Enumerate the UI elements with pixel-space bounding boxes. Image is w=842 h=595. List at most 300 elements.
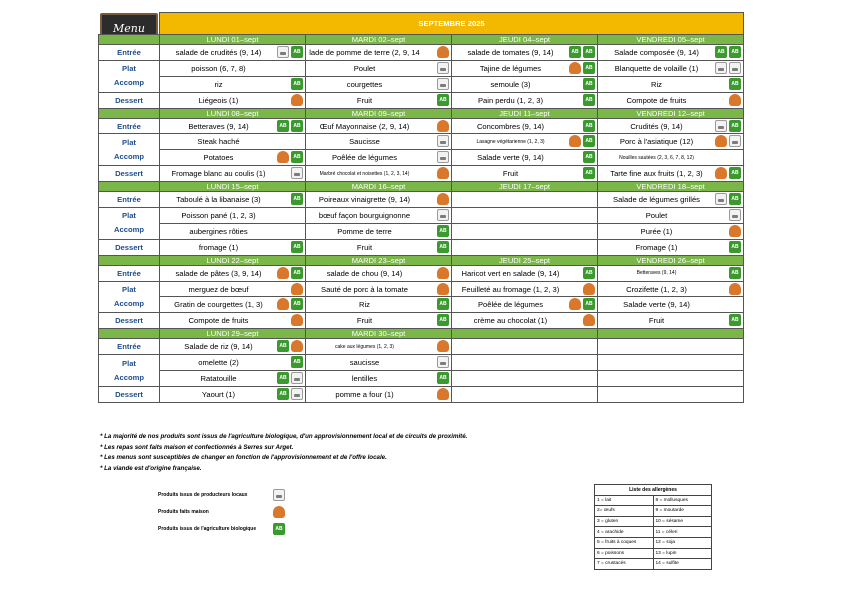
menu-cell (452, 265, 598, 281)
dish-name: Porc à l'asiatique (12) (619, 137, 694, 147)
dish-name: Fruit (502, 169, 519, 179)
row-label-entree: Entrée (99, 265, 160, 281)
menu-cell (452, 92, 598, 108)
dish-icons (437, 241, 449, 253)
dish-name: Fruit (356, 242, 373, 252)
dish-name: Salade verte (9, 14) (623, 300, 690, 310)
organic-label-icon: AB (729, 267, 741, 279)
menu-cell (598, 371, 744, 387)
allergen-entry: 2= œufs (595, 506, 654, 517)
menu-cell (598, 297, 744, 313)
organic-label-icon: AB (437, 241, 449, 253)
dish-icons (729, 314, 741, 326)
menu-row (99, 76, 744, 92)
dish-name: Feuilleté au fromage (1, 2, 3) (461, 284, 560, 294)
menu-cell (306, 60, 452, 76)
row-label-dessert: Dessert (99, 239, 160, 255)
dish-name: Riz (359, 300, 370, 310)
allergen-entry: 10 = sésame (653, 516, 712, 527)
menu-cell (452, 60, 598, 76)
organic-label-icon: AB (437, 298, 449, 310)
organic-label-icon: AB (583, 151, 595, 163)
allergen-entry: 14 = sulfite (653, 559, 712, 570)
dish-icons (437, 151, 449, 163)
menu-cell (160, 339, 306, 355)
note-line: * La viande est d'origine française. (100, 464, 202, 472)
dish-name: Tajine de légumes (479, 63, 542, 73)
row-label-entree: Entrée (99, 118, 160, 134)
dish-icons (583, 267, 595, 279)
day-header-corner (99, 35, 160, 45)
note-line: * Les repas sont faits maison et confectionnés à Serres sur Arget. (100, 443, 294, 451)
dish-icons (715, 193, 741, 205)
dish-name: crème au chocolat (1) (473, 316, 548, 326)
menu-cell (598, 134, 744, 150)
allergen-row (595, 537, 712, 548)
dish-icons (277, 46, 303, 58)
homemade-icon (277, 151, 289, 163)
menu-cell (160, 208, 306, 224)
dish-icons (583, 314, 595, 326)
dish-name: Fromage (1) (635, 242, 678, 252)
menu-cell (452, 313, 598, 329)
day-header (598, 329, 744, 339)
day-header: JEUDI 04–sept (452, 35, 598, 45)
dish-icons (437, 94, 449, 106)
menu-row (99, 223, 744, 239)
row-label-plat: Plat (122, 64, 136, 74)
dish-icons (729, 94, 741, 106)
dish-name: lentilles (351, 373, 378, 383)
menu-cell (452, 118, 598, 134)
organic-label-icon: AB (583, 298, 595, 310)
menu-row (99, 313, 744, 329)
menu-cell (160, 371, 306, 387)
dish-name: Concombres (9, 14) (476, 121, 545, 131)
dish-icons (729, 225, 741, 237)
dish-icons (729, 241, 741, 253)
organic-label-icon: AB (273, 523, 285, 535)
dish-icons (437, 78, 449, 90)
allergen-entry: 8 = mollusques (653, 495, 712, 506)
organic-label-icon: AB (291, 193, 303, 205)
dish-name: salade de tomates (9, 14) (467, 47, 554, 57)
menu-cell (160, 134, 306, 150)
menu-cell (306, 92, 452, 108)
menu-cell (452, 223, 598, 239)
row-label-plat-accomp (99, 134, 160, 166)
day-header: MARDI 30–sept (306, 329, 452, 339)
dish-name: Potatoes (203, 153, 234, 163)
organic-label-icon: AB (291, 78, 303, 90)
dish-name: Lasagne végétarienne (1, 2, 3) (476, 138, 545, 145)
dish-icons (437, 120, 449, 132)
menu-cell (160, 45, 306, 61)
dish-name: Poêlée de légumes (331, 153, 397, 163)
menu-cell (598, 150, 744, 166)
allergen-row (595, 506, 712, 517)
day-header: MARDI 09–sept (306, 108, 452, 118)
menu-row (99, 355, 744, 371)
legend-label: Produits issus de l'agriculture biologique (158, 525, 257, 532)
dish-name: salade de crudités (9, 14) (175, 47, 262, 57)
local-producer-icon (437, 78, 449, 90)
menu-cell (598, 208, 744, 224)
dish-icons (569, 298, 595, 310)
dish-icons (583, 151, 595, 163)
menu-cell (160, 118, 306, 134)
menu-cell (160, 355, 306, 371)
dish-name: Haricot vert en salade (9, 14) (461, 268, 560, 278)
local-producer-icon (273, 489, 285, 501)
dish-name: Fromage blanc au coulis (1) (171, 169, 266, 179)
dish-name: Salade de légumes grillés (613, 195, 700, 205)
allergen-entry: 6 = poissons (595, 548, 654, 559)
month-title: SEPTEMBRE 2025 (160, 13, 744, 35)
dish-name: Fruit (648, 316, 665, 326)
dish-name: courgettes (346, 79, 383, 89)
dish-name: Crudités (9, 14) (630, 121, 683, 131)
menu-cell (306, 134, 452, 150)
icon-legend (158, 486, 285, 537)
local-producer-icon (437, 356, 449, 368)
allergen-entry: 5 = fruits à coques (595, 537, 654, 548)
organic-label-icon: AB (583, 267, 595, 279)
menu-row (99, 297, 744, 313)
dish-name: Crozifette (1, 2, 3) (626, 284, 687, 294)
day-header: VENDREDI 05–sept (598, 35, 744, 45)
organic-label-icon: AB (277, 372, 289, 384)
homemade-icon (569, 298, 581, 310)
day-header: VENDREDI 12–sept (598, 108, 744, 118)
dish-icons (277, 388, 303, 400)
menu-cell (160, 192, 306, 208)
menu-cell (306, 355, 452, 371)
day-header: VENDREDI 26–sept (598, 255, 744, 265)
organic-label-icon: AB (729, 78, 741, 90)
menu-row (99, 166, 744, 182)
day-header-corner (99, 255, 160, 265)
menu-cell (306, 339, 452, 355)
dish-name: Pomme de terre (337, 226, 392, 236)
menu-cell (306, 223, 452, 239)
menu-row (99, 45, 744, 61)
dish-icons (729, 283, 741, 295)
menu-row (99, 208, 744, 224)
dish-icons (437, 388, 449, 400)
menu-cell (306, 239, 452, 255)
dish-name: Œuf Mayonnaise (2, 9, 14) (319, 121, 410, 131)
menu-notes (100, 432, 620, 474)
menu-cell (452, 355, 598, 371)
homemade-icon (715, 135, 727, 147)
allergen-entry: 4 = arachide (595, 527, 654, 538)
dish-name: Taboulé à la libanaise (3) (176, 195, 261, 205)
allergen-entry: 12 = soja (653, 537, 712, 548)
homemade-icon (277, 298, 289, 310)
menu-cell (598, 265, 744, 281)
row-label-accomp: Accomp (114, 78, 144, 88)
menu-cell (598, 339, 744, 355)
row-label-plat: Plat (122, 211, 136, 221)
menu-cell (598, 92, 744, 108)
menu-cell (306, 45, 452, 61)
row-label-dessert: Dessert (99, 166, 160, 182)
homemade-icon (291, 314, 303, 326)
homemade-icon (569, 135, 581, 147)
menu-cell (452, 134, 598, 150)
dish-name: Betteraves (9, 14) (636, 270, 677, 277)
row-label-entree: Entrée (99, 339, 160, 355)
row-label-dessert: Dessert (99, 313, 160, 329)
day-header-row (99, 255, 744, 265)
menu-cell (452, 281, 598, 297)
dish-icons (277, 120, 303, 132)
dish-icons (437, 135, 449, 147)
menu-cell (452, 371, 598, 387)
organic-label-icon: AB (715, 46, 727, 58)
homemade-icon (729, 283, 741, 295)
row-label-accomp: Accomp (114, 225, 144, 235)
homemade-icon (437, 46, 449, 58)
dish-name: Poisson pané (1, 2, 3) (181, 210, 256, 220)
logo-cell (99, 13, 160, 35)
menu-cell (452, 45, 598, 61)
menu-cell (306, 297, 452, 313)
dish-icons (569, 46, 595, 58)
dish-name: Yaourt (1) (201, 389, 236, 399)
menu-cell (160, 166, 306, 182)
dish-name: aubergines rôties (189, 226, 248, 236)
organic-label-icon: AB (729, 167, 741, 179)
organic-label-icon: AB (437, 94, 449, 106)
row-label-accomp: Accomp (114, 372, 144, 382)
dish-icons (291, 314, 303, 326)
dish-icons (291, 283, 303, 295)
homemade-icon (291, 283, 303, 295)
dish-icons (729, 267, 741, 279)
local-producer-icon (729, 209, 741, 221)
dish-icons (437, 372, 449, 384)
dish-icons (437, 46, 449, 58)
organic-label-icon: AB (277, 120, 289, 132)
organic-label-icon: AB (437, 372, 449, 384)
organic-label-icon: AB (291, 241, 303, 253)
day-header: JEUDI 25–sept (452, 255, 598, 265)
homemade-icon (437, 167, 449, 179)
menu-cell (160, 265, 306, 281)
menu-row (99, 134, 744, 150)
dish-name: Fruit (356, 95, 373, 105)
dish-icons (291, 167, 303, 179)
menu-cell (306, 118, 452, 134)
dish-icons (277, 372, 303, 384)
menu-row (99, 60, 744, 76)
row-label-plat-accomp (99, 208, 160, 240)
menu-cell (306, 76, 452, 92)
allergen-row (595, 527, 712, 538)
menu-cell (452, 386, 598, 402)
organic-label-icon: AB (729, 46, 741, 58)
organic-label-icon: AB (277, 388, 289, 400)
dish-name: semoule (3) (490, 79, 531, 89)
menu-cell (452, 150, 598, 166)
local-producer-icon (437, 62, 449, 74)
dish-icons (291, 356, 303, 368)
menu-cell (160, 150, 306, 166)
dish-name: merguez de bœuf (188, 284, 249, 294)
row-label-plat: Plat (122, 284, 136, 294)
menu-cell (306, 192, 452, 208)
dish-icons (569, 62, 595, 74)
row-label-dessert: Dessert (99, 386, 160, 402)
menu-cell (306, 371, 452, 387)
organic-label-icon: AB (291, 120, 303, 132)
note-line: * La majorité de nos produits sont issus de l'agriculture biologique, d'un approvisionnement local et de circuits de proximité. (100, 433, 468, 440)
day-header: MARDI 16–sept (306, 182, 452, 192)
allergen-entry: 11 = céleri (653, 527, 712, 538)
dish-name: bœuf façon bourguignonne (318, 210, 411, 220)
menu-row (99, 239, 744, 255)
row-label-entree: Entrée (99, 192, 160, 208)
homemade-icon (715, 167, 727, 179)
local-producer-icon (437, 209, 449, 221)
dish-icons (583, 78, 595, 90)
allergen-entry: 3 = gluten (595, 516, 654, 527)
dish-icons (437, 62, 449, 74)
menu-cell (598, 386, 744, 402)
dish-name: Marbré chocolat et noisettes (1, 2, 3, 14) (319, 170, 410, 177)
menu-cell (306, 166, 452, 182)
dish-icons (437, 209, 449, 221)
row-label-accomp: Accomp (114, 151, 144, 161)
dish-name: cake aux légumes (1, 2, 3) (335, 343, 394, 350)
organic-label-icon: AB (437, 225, 449, 237)
dish-icons (729, 78, 741, 90)
dish-name: Pain perdu (1, 2, 3) (477, 95, 543, 105)
dish-name: lade de pomme de terre (2, 9, 14 (309, 47, 420, 57)
dish-name: riz (214, 79, 223, 89)
dish-name: Poulet (353, 63, 376, 73)
organic-label-icon: AB (729, 120, 741, 132)
dish-icons (583, 283, 595, 295)
homemade-icon (437, 340, 449, 352)
dish-icons (437, 167, 449, 179)
dish-icons (715, 62, 741, 74)
row-label-accomp: Accomp (114, 298, 144, 308)
dish-icons (437, 225, 449, 237)
homemade-icon (273, 506, 285, 518)
day-header-row (99, 35, 744, 45)
local-producer-icon (729, 62, 741, 74)
menu-row (99, 386, 744, 402)
row-label-plat: Plat (122, 137, 136, 147)
organic-label-icon: AB (729, 314, 741, 326)
homemade-icon (729, 94, 741, 106)
row-label-plat-accomp (99, 281, 160, 313)
menu-cell (306, 281, 452, 297)
organic-label-icon: AB (291, 356, 303, 368)
homemade-icon (277, 267, 289, 279)
dish-name: Compote de fruits (626, 95, 687, 105)
menu-row (99, 192, 744, 208)
row-label-dessert: Dessert (99, 92, 160, 108)
day-header-corner (99, 182, 160, 192)
menu-cell (160, 239, 306, 255)
allergen-list-table (594, 484, 712, 570)
dish-icons (277, 151, 303, 163)
menu-cell (598, 355, 744, 371)
dish-name: Sauté de porc à la tomate (321, 284, 408, 294)
homemade-icon (291, 94, 303, 106)
menu-cell (452, 192, 598, 208)
legend-item-homemade (158, 503, 285, 520)
row-label-entree: Entrée (99, 45, 160, 61)
dish-name: Blanquette de volaille (1) (614, 63, 699, 73)
organic-label-icon: AB (583, 46, 595, 58)
row-label-plat-accomp (99, 60, 160, 92)
homemade-icon (729, 225, 741, 237)
organic-label-icon: AB (729, 241, 741, 253)
organic-label-icon: AB (583, 78, 595, 90)
allergen-entry: 13 = lupin (653, 548, 712, 559)
dish-icons (437, 340, 449, 352)
menu-cell (160, 297, 306, 313)
dish-name: Tarte fine aux fruits (1, 2, 3) (610, 169, 703, 179)
dish-icons (437, 314, 449, 326)
dish-name: Nouilles sautées (2, 3, 6, 7, 8, 12) (619, 154, 694, 161)
dish-name: Liégeois (1) (198, 95, 239, 105)
day-header: LUNDI 22–sept (160, 255, 306, 265)
day-header-row (99, 108, 744, 118)
menu-cell (598, 239, 744, 255)
note-line: * Les menus sont susceptibles de changer en fonction de l'approvisionnement et de l'offre locale. (100, 454, 387, 461)
day-header: JEUDI 11–sept (452, 108, 598, 118)
dish-icons (715, 135, 741, 147)
menu-row (99, 118, 744, 134)
organic-label-icon: AB (569, 46, 581, 58)
menu-cell (598, 192, 744, 208)
menu-row (99, 92, 744, 108)
day-header-corner (99, 329, 160, 339)
menu-cell (160, 313, 306, 329)
menu-row (99, 339, 744, 355)
dish-name: Compote de fruits (188, 316, 249, 326)
homemade-icon (291, 340, 303, 352)
dish-icons (569, 135, 595, 147)
allergen-row (595, 516, 712, 527)
homemade-icon (569, 62, 581, 74)
menu-cell (160, 386, 306, 402)
menu-cell (452, 166, 598, 182)
dish-name: Betteraves (9, 14) (188, 121, 249, 131)
menu-cell (306, 150, 452, 166)
dish-icons (437, 283, 449, 295)
dish-icons (583, 167, 595, 179)
dish-name: poisson (6, 7, 8) (191, 63, 246, 73)
organic-label-icon: AB (583, 94, 595, 106)
menu-cell (160, 60, 306, 76)
menu-cell (598, 223, 744, 239)
menu-cell (598, 76, 744, 92)
day-header: VENDREDI 18–sept (598, 182, 744, 192)
menu-row (99, 281, 744, 297)
day-header-corner (99, 108, 160, 118)
day-header: JEUDI 17–sept (452, 182, 598, 192)
allergen-entry: 7 = crustacés (595, 559, 654, 570)
local-producer-icon (729, 135, 741, 147)
dish-name: Gratin de courgettes (1, 3) (174, 300, 263, 310)
